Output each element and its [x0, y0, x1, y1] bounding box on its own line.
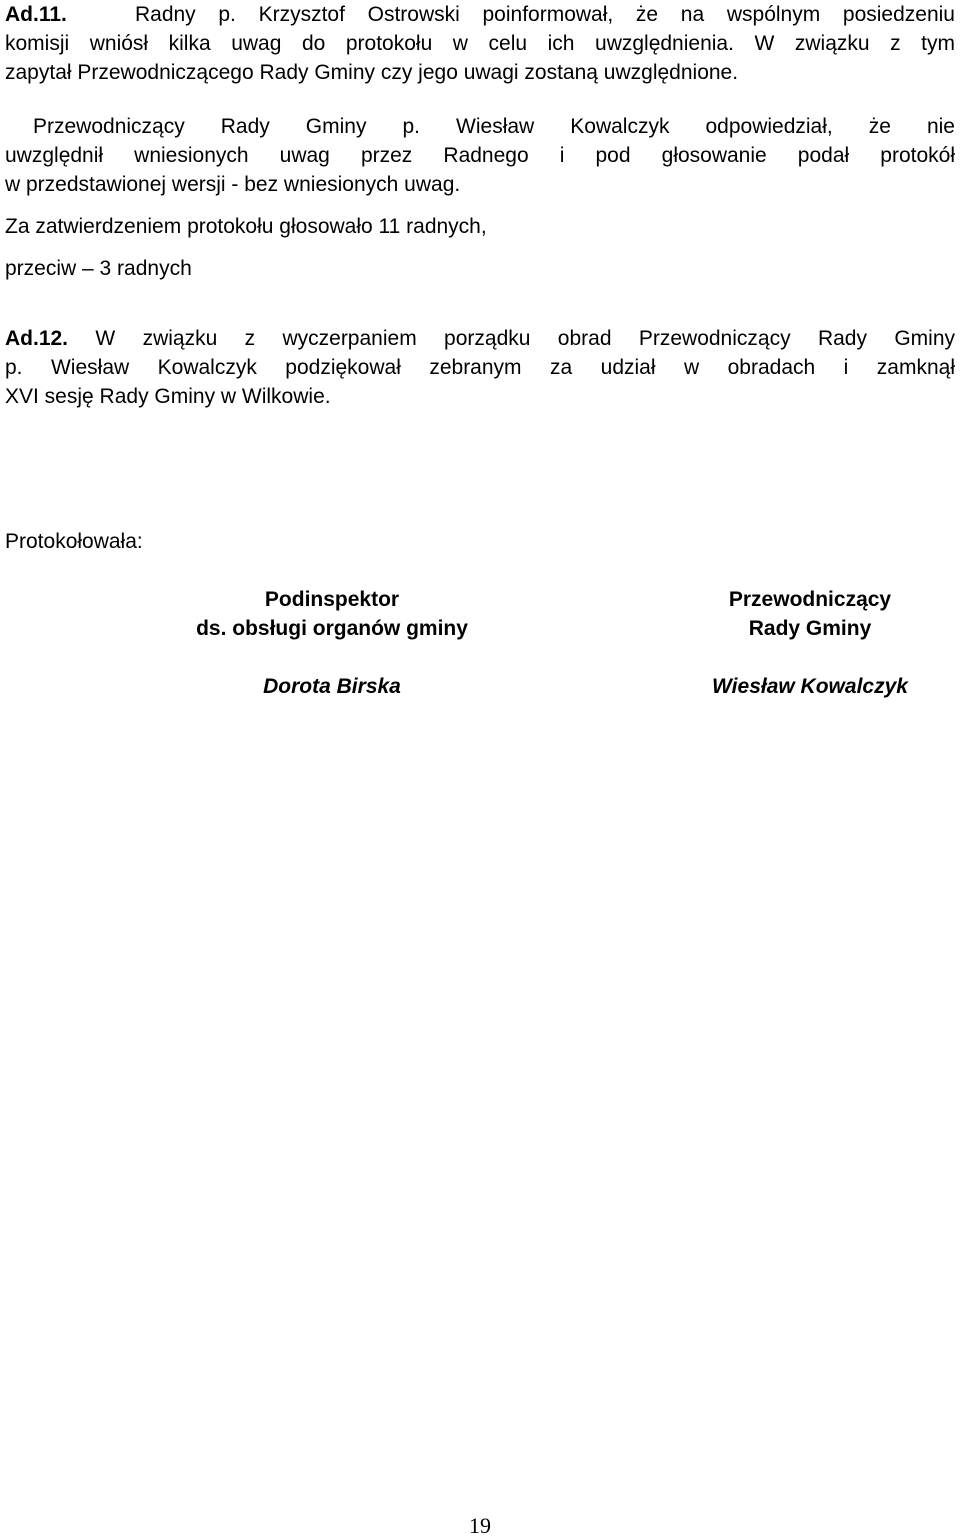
- right-signature-title-2: Rady Gminy: [748, 617, 872, 640]
- page-number: 19: [469, 1513, 491, 1538]
- ad12-line-3: XVI sesję Rady Gminy w Wilkowie.: [5, 385, 331, 408]
- left-signature-title-2: ds. obsługi organów gminy: [196, 617, 468, 640]
- recorded-by-label: Protokołowała:: [5, 530, 143, 553]
- section-ad11: [5, 0, 955, 87]
- ad12-line-2: p. Wiesław Kowalczyk podziękował zebranym za udział w obradach i zamknął: [5, 356, 955, 379]
- ad11-line-1-text: Radny p. Krzysztof Ostrowski poinformował, że na wspólnym posiedzeniu: [134, 3, 955, 26]
- left-signature-name: Dorota Birska: [263, 675, 401, 698]
- left-signature: [162, 585, 502, 701]
- ad12-line-1-text: W związku z wyczerpaniem porządku obrad Przewodniczący Rady Gminy: [95, 327, 955, 350]
- ad11-vote: [5, 212, 955, 241]
- recorded-by-block: [5, 527, 955, 556]
- ad11-line-1: [5, 0, 955, 29]
- ad11-reply-line-2: uwzględnił wniesionych uwag przez Radnego i pod głosowanie podał protokół: [5, 144, 955, 167]
- ad11-line-2: komisji wniósł kilka uwag do protokołu w celu ich uwzględnienia. W związku z tym: [5, 32, 955, 55]
- ad11-reply: [5, 112, 955, 199]
- ad11-reply-line-1: Przewodniczący Rady Gminy p. Wiesław Kowalczyk odpowiedział, że nie: [33, 115, 955, 138]
- right-signature-title-1: Przewodniczący: [728, 588, 892, 611]
- ad12-label: Ad.12.: [5, 327, 69, 350]
- ad11-reply-line-3: w przedstawionej wersji - bez wniesionych uwag.: [5, 173, 461, 196]
- ad12-line-1: [5, 324, 955, 353]
- ad11-line-3: zapytał Przewodniczącego Rady Gminy czy jego uwagi zostaną uwzględnione.: [5, 61, 739, 84]
- vote-for: Za zatwierdzeniem protokołu głosowało 11 radnych,: [5, 215, 487, 238]
- section-ad12: [5, 324, 955, 411]
- right-signature: [652, 585, 960, 701]
- ad11-label: Ad.11.: [5, 3, 67, 26]
- ad11-vote-against-block: [5, 254, 955, 283]
- right-signature-name: Wiesław Kowalczyk: [712, 675, 908, 698]
- vote-against: przeciw – 3 radnych: [5, 257, 192, 280]
- left-signature-title-1: Podinspektor: [264, 588, 400, 611]
